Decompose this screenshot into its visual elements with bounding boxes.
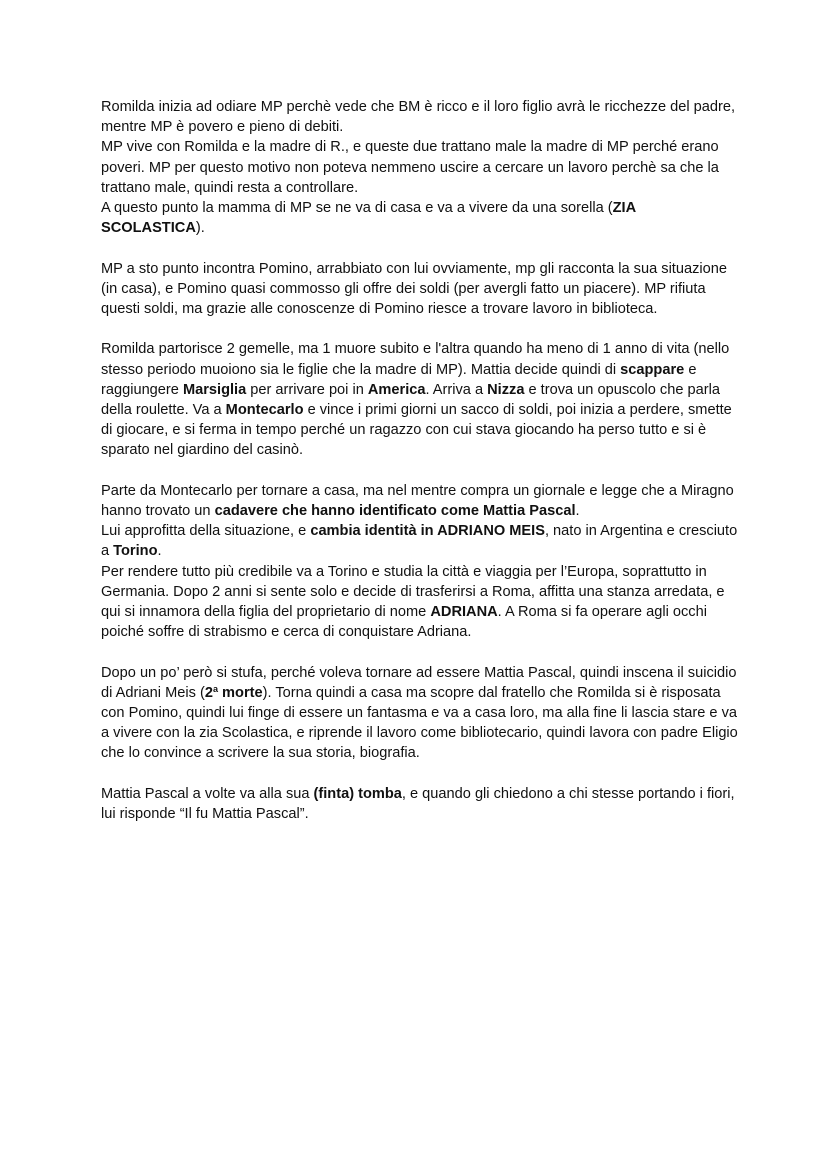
- text-segment: Romilda inizia ad odiare MP perchè vede che BM è ricco e il loro figlio avrà le ricchezze del padre, mentre MP è povero e pieno di debiti.: [101, 99, 736, 136]
- bold-text-segment: ADRIANA: [430, 604, 498, 621]
- text-segment: A questo punto la mamma di MP se ne va di casa e va a vivere da una sorella (: [101, 200, 613, 217]
- bold-text-segment: Nizza: [487, 381, 525, 398]
- bold-text-segment: America: [367, 381, 426, 398]
- text-segment: . Arriva a: [425, 381, 488, 398]
- text-segment: Romilda partorisce 2 gemelle, ma 1 muore subito e l'altra quando ha meno di 1 anno di vita (nello stesso periodo muoiono sia le figlie che la madre di MP). Mattia decide quindi di: [101, 341, 730, 378]
- text-segment: per arrivare poi in: [246, 381, 368, 398]
- text-segment: Per rendere tutto più credibile va a Torino e studia la città e viaggia per l’Europa, soprattutto in Germania. Dopo 2 anni si sente solo e decide di trasferirsi a Roma, affitta una stanza arredata, e qui si innamora della figlia del proprietario di nome: [101, 563, 725, 621]
- bold-text-segment: Marsiglia: [182, 381, 247, 398]
- bold-text-segment: cambia identità in ADRIANO MEIS: [310, 523, 545, 540]
- text-segment: ). Torna quindi a casa ma scopre dal fratello che Romilda si è risposata con Pomino, quindi lui finge di essere un fantasma e va a casa loro, ma alla fine li lascia stare e va a vivere con la zia Scolastica, e riprende il lavoro come bibliotecario, quindi lavora con padre Eligio che lo convince a scrivere la sua storia, biografia.: [101, 684, 738, 762]
- text-segment: .: [157, 543, 162, 560]
- document-body: [101, 97, 741, 824]
- text-segment: Parte da Montecarlo per tornare a casa, ma nel mentre compra un giornale e legge che a Miragno hanno trovato un: [101, 482, 734, 520]
- text-segment: MP a sto punto incontra Pomino, arrabbiato con lui ovviamente, mp gli racconta la sua situazione (in casa), e Pomino quasi commosso gli offre dei soldi (per avergli fatto un piacere). MP rifiuta questi soldi, ma grazie alle conoscenze di Pomino riesce a trovare lavoro in biblioteca.: [101, 260, 727, 318]
- paragraph: [101, 259, 741, 320]
- paragraph: [101, 339, 741, 460]
- text-segment: , e quando gli chiedono a chi stesse portando i fiori, lui risponde “Il fu Mattia Pascal”.: [101, 785, 735, 823]
- bold-text-segment: ZIA SCOLASTICA: [101, 200, 636, 237]
- bold-text-segment: Torino: [113, 543, 158, 560]
- paragraph: [101, 481, 741, 643]
- text-segment: e vince i primi giorni un sacco di soldi, poi inizia a perdere, smette di giocare, e si ferma in tempo perché un ragazzo con cui stava giocando ha perso tutto e si è sparato nel giardino del casinò.: [101, 402, 732, 459]
- bold-text-segment: (finta) tomba: [313, 785, 402, 802]
- text-segment: Lui approfitta della situazione, e: [101, 523, 311, 540]
- text-segment: Dopo un po’ però si stufa, perché voleva tornare ad essere Mattia Pascal, quindi inscena il suicidio di Adriani Meis (: [101, 664, 737, 701]
- bold-text-segment: morte: [218, 684, 263, 701]
- text-segment: . A Roma si fa operare agli occhi poiché soffre di strabismo e cerca di conquistare Adriana.: [101, 604, 707, 641]
- text-segment: , nato in Argentina e cresciuto a: [101, 523, 738, 560]
- text-segment: Mattia Pascal a volte va alla sua: [101, 785, 314, 802]
- bold-text-segment: cadavere che hanno identificato come Mattia Pascal: [214, 503, 576, 520]
- text-segment: e trova un opuscolo che parla della roulette. Va a: [101, 381, 720, 419]
- text-segment: e raggiungere: [101, 361, 697, 398]
- bold-text-segment: scappare: [620, 361, 685, 378]
- superscript-segment: a: [212, 683, 218, 694]
- paragraph: [101, 784, 741, 824]
- paragraph: [101, 663, 741, 764]
- text-segment: MP vive con Romilda e la madre di R., e queste due trattano male la madre di MP perché erano poveri. MP per questo motivo non poteva nemmeno uscire a cercare un lavoro perchè sa che la trattano male, quindi resta a controllare.: [101, 139, 719, 196]
- bold-text-segment: Montecarlo: [225, 402, 304, 419]
- text-segment: ).: [195, 220, 205, 237]
- text-segment: .: [575, 503, 580, 520]
- bold-text-segment: 2: [204, 684, 213, 701]
- paragraph: [101, 97, 741, 238]
